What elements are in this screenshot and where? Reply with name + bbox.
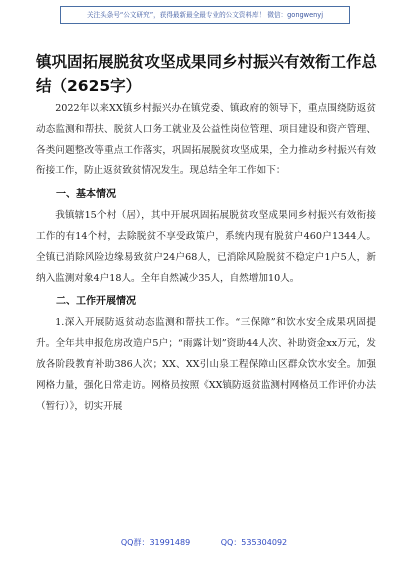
footer-qq: QQ：535304092	[220, 538, 288, 547]
document-body	[36, 99, 376, 417]
section-paragraph-basic: 我镇辖15个村（居），其中开展巩固拓展脱贫攻坚成果同乡村振兴有效衔接工作的有14个村，去除脱贫不享受政策户，系统内现有脱贫户460户1344人。全镇已消除风险边缘易致贫户24户68人，已消除风险脱贫不稳定户1户5人，新纳入监测对象4户18人。全年自然减少35人，自然增加10人。	[36, 210, 376, 284]
document-title: 镇巩固拓展脱贫攻坚成果同乡村振兴有效衔工作总结（2625字）	[36, 53, 378, 95]
section-heading-basic: 一、基本情况	[56, 189, 116, 201]
intro-paragraph: 2022年以来XX镇乡村振兴办在镇党委、镇政府的领导下，重点围绕防返贫动态监测和帮扶、脱贫人口务工就业及公益性岗位管理、项目建设和资产管理、各类问题整改等重点工作落实，巩固拓展脱贫攻坚成果，全力推动乡村振兴有效衔接工作，防止返贫致贫情况发生。现总结全年工作如下：	[36, 103, 376, 177]
section-heading-work: 二、工作开展情况	[56, 296, 136, 308]
footer-contact	[0, 536, 408, 550]
section-paragraph-work: 1.深入开展防返贫动态监测和帮扶工作。“三保障”和饮水安全成果巩固提升。全年共申报危房改造户5户；“雨露计划”资助44人次、补助资金xx万元，发放各阶段教育补助386人次；XX、XX引山泉工程保障山区群众饮水安全。加强网格力量，强化日常走访。网格员按照《XX镇防返贫监测村网格员工作评价办法（暂行）》，切实开展	[36, 317, 376, 412]
footer-qq-group: QQ群：31991489	[120, 538, 191, 547]
header-banner: 关注头条号“公文研究”，获得最新最全最专业的公文资料库！ 微信：gongwenyj	[60, 6, 350, 24]
